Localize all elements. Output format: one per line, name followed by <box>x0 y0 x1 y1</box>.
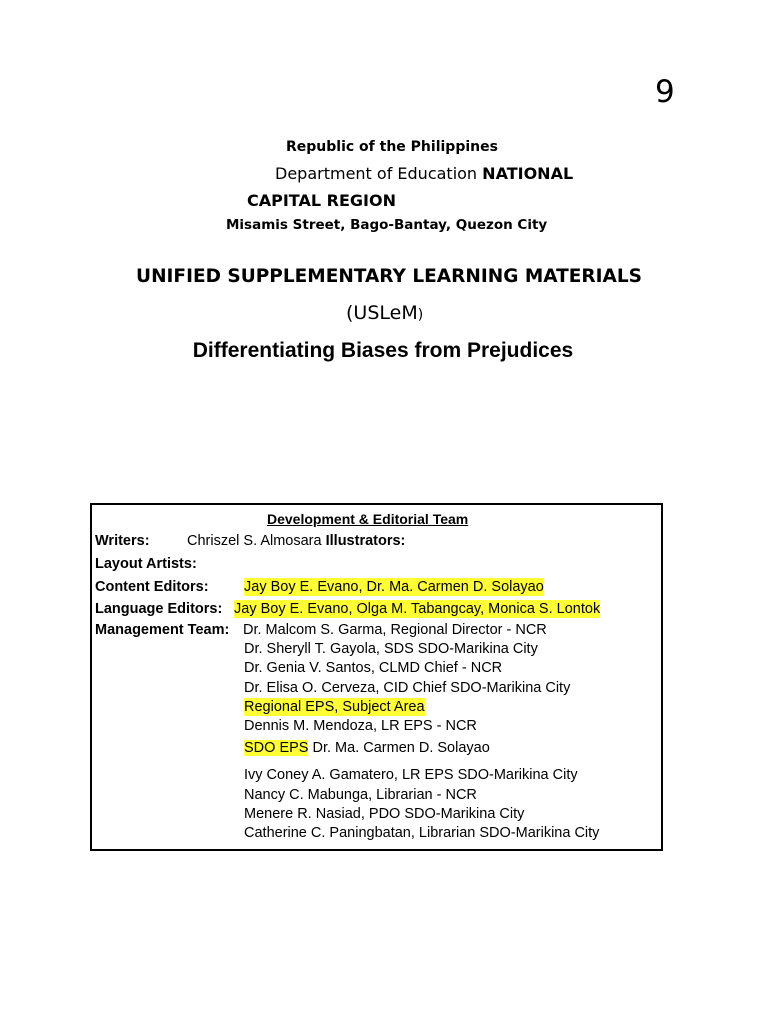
management-member: Dr. Elisa O. Cerveza, CID Chief SDO-Marikina City <box>244 680 571 696</box>
regional-eps-line: Regional EPS, Subject Area <box>244 699 425 715</box>
team-member: Ivy Coney A. Gamatero, LR EPS SDO-Marikina City <box>244 767 578 783</box>
team-member: Nancy C. Mabunga, Librarian - NCR <box>244 787 477 803</box>
management-member: Dr. Malcom S. Garma, Regional Director - NCR <box>243 622 547 638</box>
document-subtitle: Differentiating Biases from Prejudices <box>192 339 574 362</box>
republic-heading: Republic of the Philippines <box>286 139 498 155</box>
national-word: NATIONAL <box>482 164 574 183</box>
address-line: Misamis Street, Bago-Bantay, Quezon City <box>226 217 548 233</box>
team-member: Menere R. Nasiad, PDO SDO-Marikina City <box>244 806 525 822</box>
acronym-close-paren: ) <box>417 307 424 323</box>
management-member: Dennis M. Mendoza, LR EPS - NCR <box>244 718 477 734</box>
management-team-label: Management Team: <box>95 622 230 638</box>
capital-region-heading: CAPITAL REGION <box>247 191 396 210</box>
acronym-line <box>346 302 423 324</box>
document-title: UNIFIED SUPPLEMENTARY LEARNING MATERIALS <box>136 266 642 287</box>
content-editors-value: Jay Boy E. Evano, Dr. Ma. Carmen D. Solayao <box>244 579 544 595</box>
writers-label: Writers: <box>95 533 150 549</box>
management-member: Dr. Sheryll T. Gayola, SDS SDO-Marikina City <box>244 641 538 657</box>
layout-artists-label: Layout Artists: <box>95 556 197 572</box>
editorial-team-box <box>90 503 663 851</box>
team-heading: Development & Editorial Team <box>267 511 469 527</box>
department-name: Department of Education <box>275 164 478 183</box>
sdo-eps-line <box>244 739 490 757</box>
writers-line <box>187 532 405 550</box>
sdo-eps-label: SDO EPS <box>244 740 309 756</box>
content-editors-label: Content Editors: <box>95 579 209 595</box>
writers-value: Chriszel S. Almosara <box>187 533 322 549</box>
page-number: 9 <box>655 74 675 110</box>
language-editors-value: Jay Boy E. Evano, Olga M. Tabangcay, Monica S. Lontok <box>234 601 601 617</box>
acronym-text: USLeM <box>353 302 418 324</box>
department-heading <box>275 164 573 183</box>
management-member: Dr. Genia V. Santos, CLMD Chief - NCR <box>244 660 503 676</box>
language-editors-label: Language Editors: <box>95 601 223 617</box>
sdo-eps-value: Dr. Ma. Carmen D. Solayao <box>312 740 490 756</box>
acronym-open-paren: ( <box>346 302 354 324</box>
team-member: Catherine C. Paningbatan, Librarian SDO-Marikina City <box>244 825 600 841</box>
illustrators-label: Illustrators: <box>325 533 406 549</box>
